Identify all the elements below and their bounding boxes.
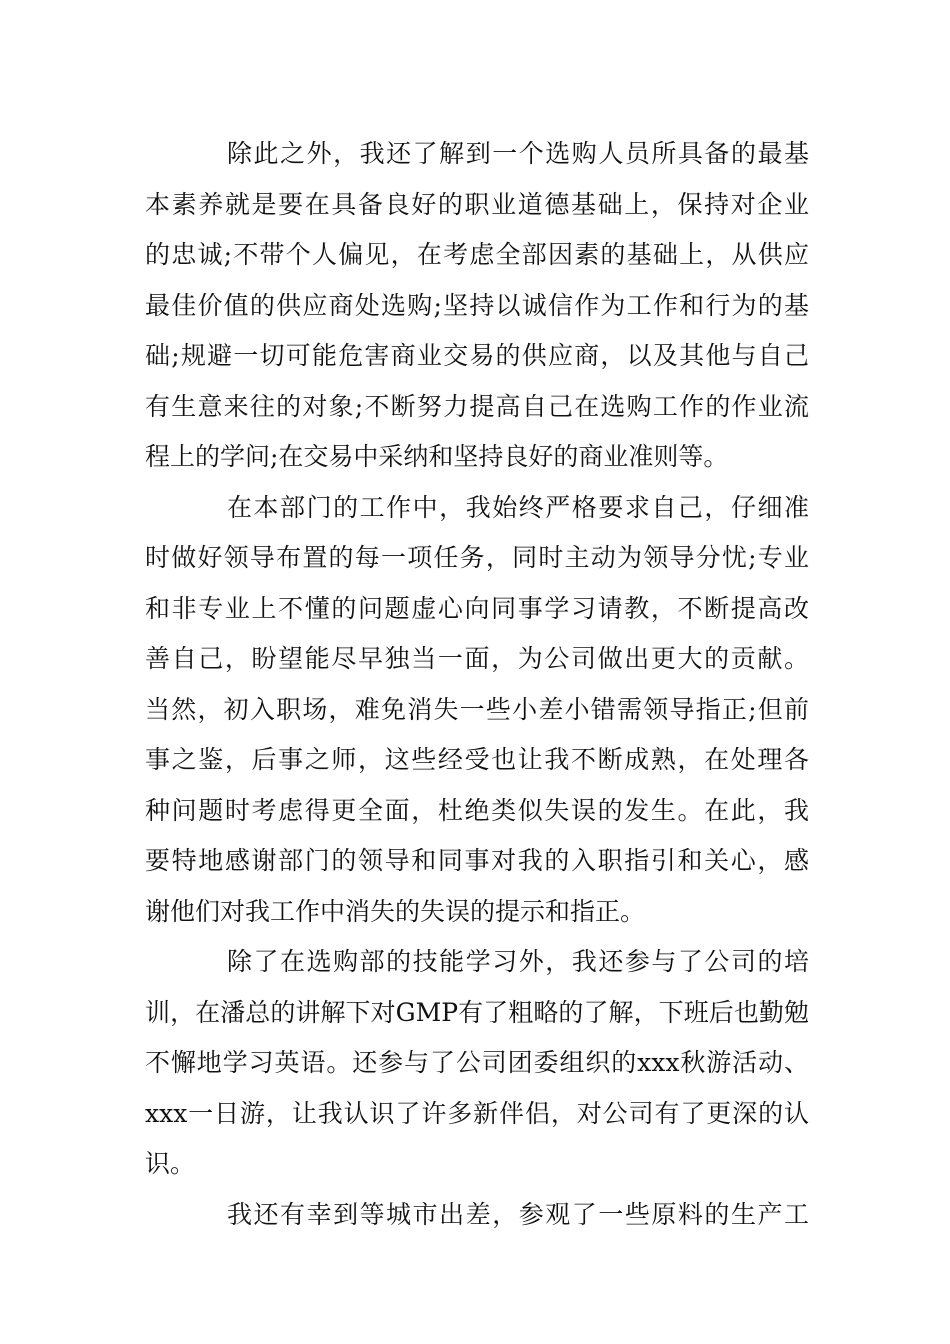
text-line: 除了在选购部的技能学习外，我还参与了公司的培: [227, 947, 809, 976]
text-line: 除此之外，我还了解到一个选购人员所具备的最基: [227, 139, 809, 168]
text-line: 最佳价值的供应商处选购;坚持以诚信作为工作和行为的基: [145, 290, 809, 320]
text-line: 训，在潘总的讲解下对GMP有了粗略的了解，下班后也勤勉: [145, 997, 809, 1027]
text-line: 和非专业上不懂的问题虚心向同事学习请教，不断提高改: [145, 593, 809, 623]
text-line: 种问题时考虑得更全面，杜绝类似失误的发生。在此，我: [145, 795, 809, 825]
text-line: 要特地感谢部门的领导和同事对我的入职指引和关心，感: [145, 846, 809, 875]
text-line: 时做好领导布置的每一项任务，同时主动为领导分忧;专业: [145, 543, 809, 572]
text-line: 程上的学问;在交易中采纳和坚持良好的商业准则等。: [145, 442, 729, 471]
text-line: 当然，初入职场，难免消失一些小差小错需领导指正;但前: [145, 694, 809, 724]
text-line: 本素养就是要在具备良好的职业道德基础上，保持对企业: [145, 189, 809, 219]
text-line: 谢他们对我工作中消失的失误的提示和指正。: [145, 896, 646, 926]
text-line: 事之鉴，后事之师，这些经受也让我不断成熟，在处理各: [145, 745, 809, 774]
text-line: 识。: [145, 1149, 196, 1178]
text-line: 的忠诚;不带个人偏见，在考虑全部因素的基础上，从供应: [145, 240, 809, 269]
text-line: xxx一日游，让我认识了许多新伴侣，对公司有了更深的认: [145, 1098, 809, 1128]
text-line: 不懈地学习英语。还参与了公司团委组织的xxx秋游活动、: [145, 1048, 809, 1077]
document-body: [145, 129, 809, 1240]
text-line: 础;规避一切可能危害商业交易的供应商，以及其他与自己: [145, 341, 809, 370]
paragraph: [145, 129, 809, 483]
paragraph: [145, 483, 809, 938]
paragraph: [145, 937, 809, 1190]
text-line: 我还有幸到等城市出差，参观了一些原料的生产工: [227, 1199, 809, 1229]
text-line: 善自己，盼望能尽早独当一面，为公司做出更大的贡献。: [145, 644, 809, 673]
text-line: 在本部门的工作中，我始终严格要求自己，仔细准: [227, 492, 809, 522]
text-line: 有生意来往的对象;不断努力提高自己在选购工作的作业流: [145, 391, 809, 421]
paragraph: [145, 1190, 809, 1241]
